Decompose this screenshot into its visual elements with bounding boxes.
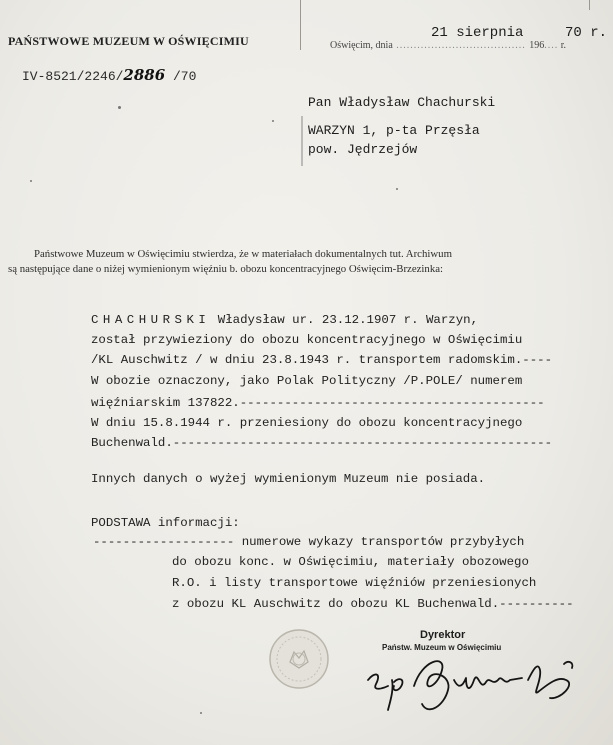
reference-prefix: IV-8521/2246/	[22, 69, 124, 84]
signature-institution: Państw. Muzeum w Oświęcimiu	[382, 643, 502, 652]
basis-line-1: ------------------- numerowe wykazy transportów przybyłych	[93, 535, 525, 549]
paper-speck	[118, 106, 121, 109]
body-line-4: W obozie oznaczony, jako Polak Polityczny /P.POLE/ numerem	[91, 374, 523, 388]
basis-line-2: do obozu konc. w Oświęcimiu, materiały obozowego	[172, 555, 529, 569]
institution-header: PAŃSTWOWE MUZEUM W OŚWIĘCIMIU	[8, 34, 249, 48]
signature-title: Dyrektor	[420, 629, 466, 641]
body-line-3: /KL Auschwitz / w dniu 23.8.1943 r. transportem radomskim.----	[91, 353, 553, 367]
prisoner-surname: CHACHURSKI	[91, 313, 211, 327]
intro-line-1: Państwowe Muzeum w Oświęcimiu stwierdza, że w materiałach dokumentalnych tut. Archiwum	[34, 248, 452, 260]
paper-speck	[200, 712, 202, 714]
date-printed-line: Oświęcim, dnia ..................................... 196.... r.	[330, 40, 567, 51]
intro-paragraph	[8, 247, 452, 277]
body-line-8: Innych danych o wyżej wymienionym Muzeum nie posiada.	[91, 472, 486, 486]
basis-label: PODSTAWA informacji:	[91, 516, 240, 530]
fold-line	[300, 0, 301, 50]
body-line-5: więźniarskim 137822.-----------------------------------------	[91, 396, 545, 410]
paper-speck	[272, 120, 274, 122]
year-typed: 70 r.	[565, 25, 608, 41]
body-line-6: W dniu 15.8.1944 r. przeniesiony do obozu koncentracyjnego	[91, 416, 523, 430]
date-typed: 21 sierpnia	[431, 25, 524, 41]
intro-line-2: są następujące dane o niżej wymienionym więźniu b. obozu koncentracyjnego Oświęcim-Brzezinka:	[8, 263, 444, 275]
basis-line-4: z obozu KL Auschwitz do obozu KL Buchenwald.----------	[172, 597, 574, 611]
basis-line-3: R.O. i listy transportowe więźniów przeniesionych	[172, 576, 537, 590]
date-printed-r: r.	[560, 40, 567, 51]
address-margin-line	[301, 116, 303, 166]
handwritten-signature	[362, 640, 602, 735]
addressee-street: WARZYN 1, p-ta Przęsła	[308, 123, 480, 138]
date-printed-year: 196	[529, 40, 545, 51]
body-line-1-rest: Władysław ur. 23.12.1907 r. Warzyn,	[210, 313, 479, 327]
body-line-1	[91, 313, 478, 327]
reference-handwritten: 2886	[123, 66, 166, 84]
fold-mark	[589, 0, 590, 10]
date-place: Oświęcim, dnia	[330, 40, 393, 51]
body-line-2: został przywieziony do obozu koncentracyjnego w Oświęcimiu	[91, 333, 523, 347]
addressee-district: pow. Jędrzejów	[308, 142, 418, 157]
reference-suffix: /70	[165, 69, 197, 84]
embossed-seal	[268, 628, 330, 690]
reference-number	[22, 66, 196, 84]
paper-speck	[30, 180, 32, 182]
body-line-7: Buchenwald.---------------------------------------------------	[91, 436, 553, 450]
paper-speck	[396, 188, 398, 190]
addressee-name: Pan Władysław Chachurski	[308, 95, 496, 110]
